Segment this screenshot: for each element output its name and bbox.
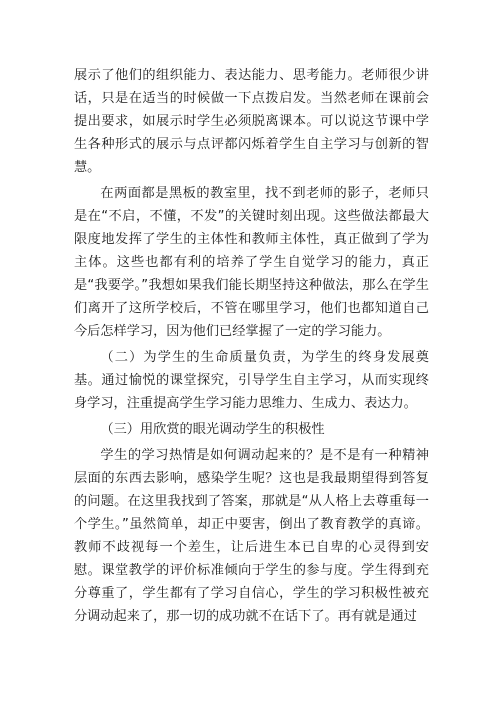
paragraph-3: （二）为学生的生命质量负责，为学生的终身发展奠基。通过愉悦的课堂探究，引导学生自主学习，从而实现终身学习，注重提高学生学习能力思维力、生成力、表达力。 xyxy=(74,350,429,411)
document-body xyxy=(74,64,429,631)
paragraph-1: 展示了他们的组织能力、表达能力、思考能力。老师很少讲话，只是在适当的时候做一下点拨启发。当然老师在课前会提出要求，如展示时学生必须脱离课本。可以说这节课中学生各种形式的展示与点评都闪烁着学生自主学习与创新的智慧。 xyxy=(74,68,429,175)
paragraph-5: 学生的学习热情是如何调动起来的？是不是有一种精神层面的东西去影响，感染学生呢？这也是我最期望得到答复的问题。在这里我找到了答案，那就是“从人格上去尊重每一个学生。”虽然简单，却正中要害，倒出了教育教学的真谛。教师不歧视每一个差生，让后进生本已自卑的心灵得到安慰。课堂教学的评价标准倾向于学生的参与度。学生得到充分尊重了，学生都有了学习自信心，学生的学习积极性被充分调动起来了，那一切的成功就不在话下了。再有就是通过 xyxy=(74,448,429,624)
section-heading: （三）用欣赏的眼光调动学生的积极性 xyxy=(100,422,325,437)
paragraph-2: 在两面都是黑板的教室里，找不到老师的影子，老师只是在“不启，不懂，不发”的关键时刻出现。这些做法都最大限度地发挥了学生的主体性和教师主体性，真正做到了学为主体。这些也都有利的培养了学生自觉学习的能力，真正是“我要学。”我想如果我们能长期坚持这种做法，那么在学生们离开了这所学校后，不管在哪里学习，他们也都知道自己今后怎样学习，因为他们已经掌握了一定的学习能力。 xyxy=(74,186,429,339)
